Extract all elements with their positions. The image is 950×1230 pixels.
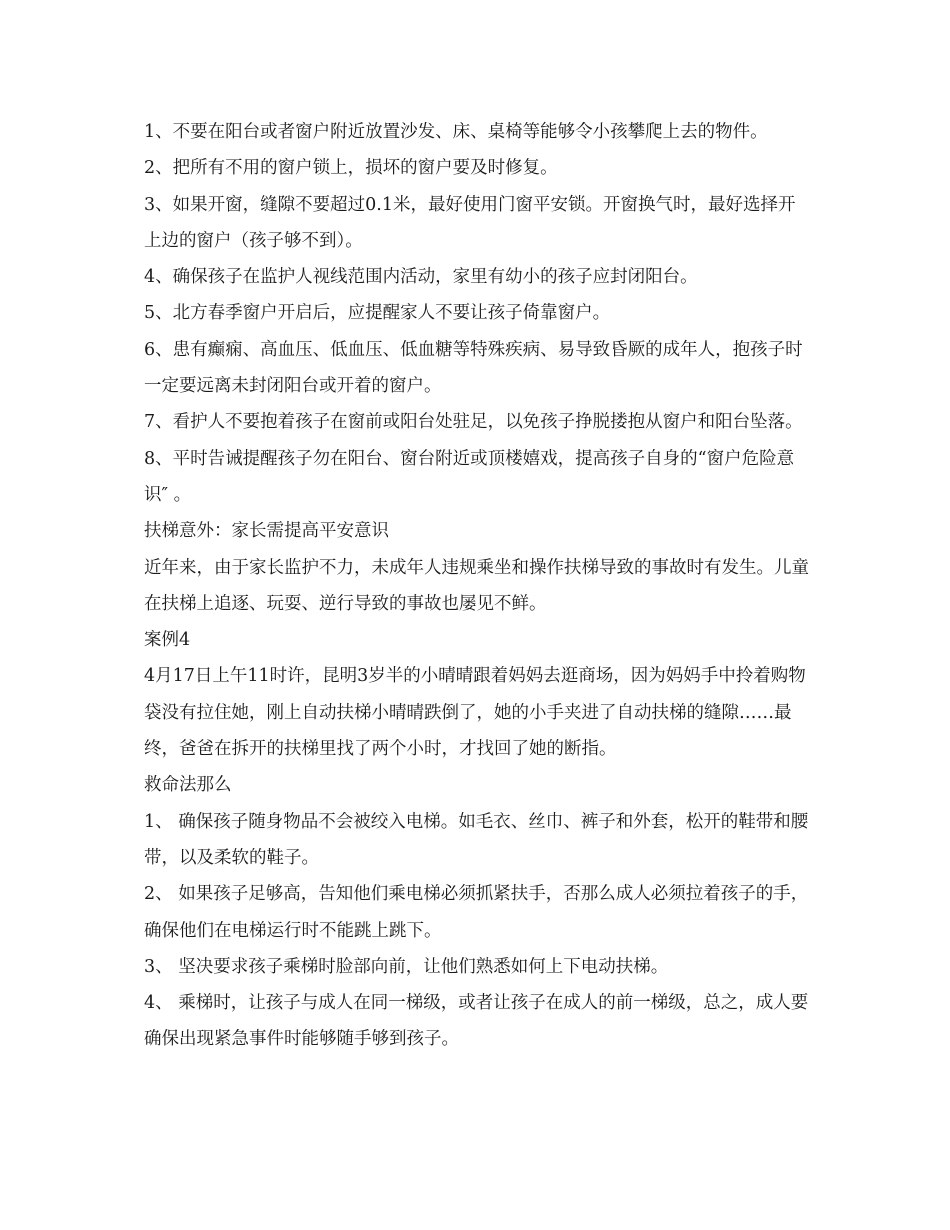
safety-tip-3: 3、如果开窗，缝隙不要超过0.1米，最好使用门窗平安锁。开窗换气时，最好选择开上边的窗户（孩子够不到）。	[144, 194, 796, 251]
safety-tip-8: 8、平时告诫提醒孩子勿在阳台、窗台附近或顶楼嬉戏，提高孩子自身的“窗户危险意识″ 。	[144, 448, 795, 505]
safety-tip-2: 2、把所有不用的窗户锁上，损坏的窗户要及时修复。	[144, 158, 558, 179]
safety-tip-7: 7、看护人不要抱着孩子在窗前或阳台处驻足，以免孩子挣脱搂抱从窗户和阳台坠落。	[144, 412, 803, 433]
case-heading: 案例4	[144, 630, 191, 651]
escalator-tip-1: 1、 确保孩子随身物品不会被绞入电梯。如毛衣、丝巾、裤子和外套，松开的鞋带和腰带，以及柔软的鞋子。	[144, 811, 809, 868]
case-paragraph: 4月17日上午11时许，昆明3岁半的小晴晴跟着妈妈去逛商场，因为妈妈手中拎着购物袋没有拉住她，刚上自动扶梯小晴晴跌倒了，她的小手夹进了自动扶梯的缝隙……最终，爸爸在拆开的扶梯里找了两个小时，才找回了她的断指。	[144, 666, 806, 760]
document-body	[144, 114, 810, 1058]
rescue-heading: 救命法那么	[144, 775, 232, 796]
safety-tip-4: 4、确保孩子在监护人视线范围内活动，家里有幼小的孩子应封闭阳台。	[144, 267, 698, 288]
safety-tip-6: 6、患有癫痫、高血压、低血压、低血糖等特殊疾病、易导致昏厥的成年人，抱孩子时一定要远离未封闭阳台或开着的窗户。	[144, 339, 803, 397]
intro-paragraph: 近年来，由于家长监护不力，未成年人违规乘坐和操作扶梯导致的事故时有发生。儿童在扶梯上追逐、玩耍、逆行导致的事故也屡见不鲜。	[144, 557, 809, 614]
escalator-tip-4: 4、 乘梯时，让孩子与成人在同一梯级，或者让孩子在成人的前一梯级，总之，成人要确保出现紧急事件时能够随手够到孩子。	[144, 993, 809, 1050]
escalator-tip-2: 2、 如果孩子足够高，告知他们乘电梯必须抓紧扶手，否那么成人必须拉着孩子的手，确保他们在电梯运行时不能跳上跳下。	[144, 884, 809, 941]
section-heading-escalator: 扶梯意外：家长需提高平安意识	[144, 521, 389, 542]
safety-tip-5: 5、北方春季窗户开启后，应提醒家人不要让孩子倚靠窗户。	[144, 303, 611, 324]
safety-tip-1: 1、不要在阳台或者窗户附近放置沙发、床、桌椅等能够令小孩攀爬上去的物件。	[144, 122, 768, 142]
escalator-tip-3: 3、 坚决要求孩子乘梯时脸部向前，让他们熟悉如何上下电动扶梯。	[144, 956, 669, 977]
